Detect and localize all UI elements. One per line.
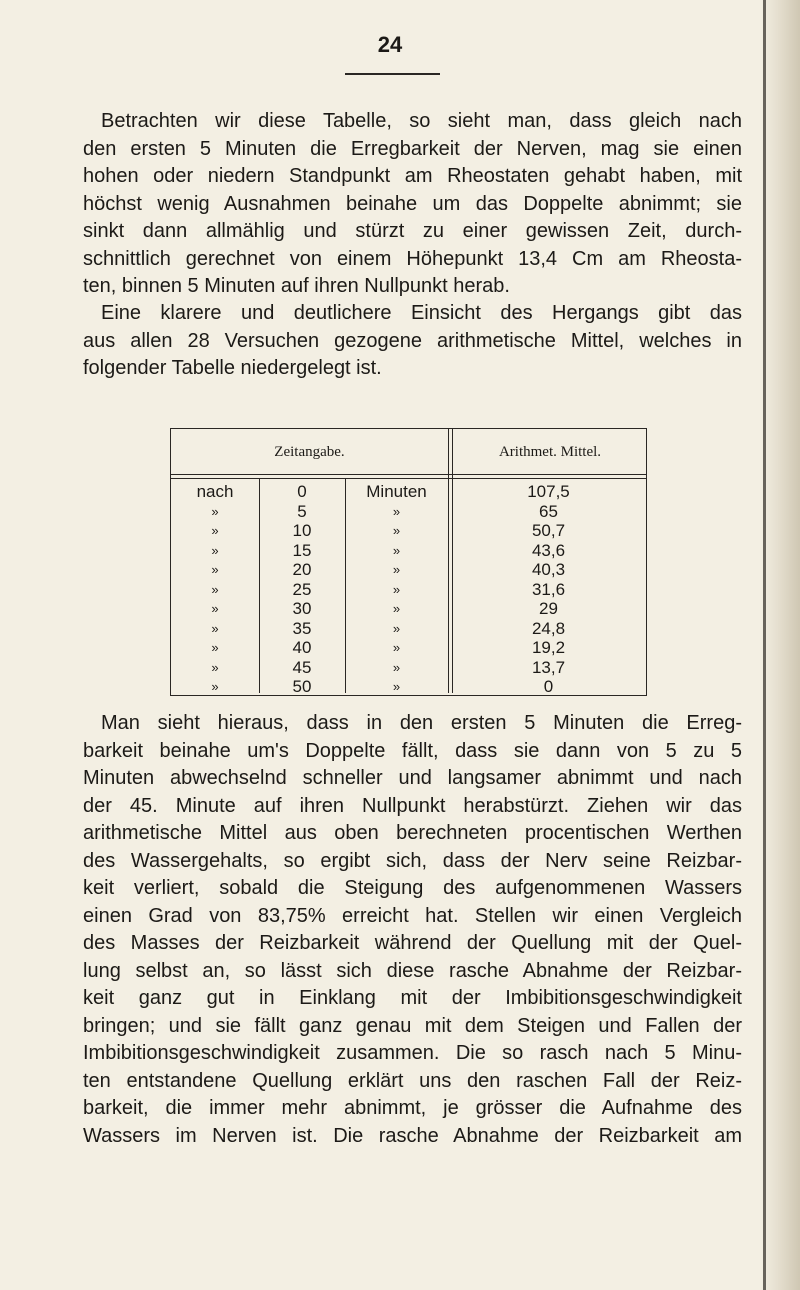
row-unit: » [392,679,401,694]
row-minute: 45 [292,657,312,677]
table-row [171,560,646,580]
row-unit: » [392,542,401,558]
text-line: Man sieht hieraus, dass in den ersten 5 Minuten die Erreg- [101,712,742,734]
mean-table [170,428,647,696]
text-line: den ersten 5 Minuten die Erregbarkeit der Nerven, mag sie einen [83,137,742,160]
row-minute: 30 [292,599,312,618]
table-row [171,658,646,678]
text-line: keit ganz gut in Einklang mit der Imbibitionsgeschwindigkeit [83,987,742,1009]
page-edge-shadow [760,0,800,1290]
row-prefix: » [211,679,219,694]
row-minute: 10 [292,521,312,540]
row-mean-value: 50,7 [531,521,566,540]
row-minute: 20 [292,560,312,579]
text-line: schnittlich gerechnet von einem Höhepunkt 13,4 Cm am Rheosta- [83,247,742,270]
row-unit: » [392,581,401,597]
paragraph-1 [83,108,742,301]
row-minute: 5 [297,501,307,521]
text-line: Betrachten wir diese Tabelle, so sieht man, dass gleich nach [101,110,742,132]
row-unit: » [392,640,401,655]
row-mean-value: 19,2 [531,638,566,657]
row-minute: 25 [292,579,312,599]
row-mean-value: 43,6 [531,540,566,560]
table-row [171,619,646,639]
row-unit: » [392,523,401,538]
text-line: Imbibitionsgeschwindigkeit zusammen. Die so rasch nach 5 Minu- [83,1042,742,1064]
text-line: folgender Tabelle niedergelegt ist. [83,357,382,379]
row-mean-value: 13,7 [531,657,566,677]
row-prefix: nach [196,482,234,501]
table-row [171,521,646,541]
row-unit: » [392,659,401,675]
row-mean-value: 107,5 [527,482,570,501]
row-prefix: » [211,601,219,616]
row-prefix: » [211,523,219,538]
text-line: sinkt dann allmählig und stürzt zu einer gewissen Zeit, durch- [83,220,742,242]
row-minute: 40 [292,638,312,657]
row-prefix: » [211,620,219,636]
row-mean-value: 65 [539,501,558,521]
row-prefix: » [211,659,219,675]
text-line: lung selbst an, so lässt sich diese rasche Abnahme der Reizbar- [83,959,742,982]
text-line: ten, binnen 5 Minuten auf ihren Nullpunkt herab. [83,275,510,297]
page-edge-line [763,0,766,1290]
page-number: 24 [377,32,403,57]
row-minute: 0 [297,482,307,501]
row-mean-value: 0 [543,677,554,696]
row-mean-value: 40,3 [531,560,566,579]
table-row [171,638,646,658]
row-unit: » [392,601,401,616]
table-header-time: Zeitangabe. [274,444,345,460]
table-row [171,482,646,502]
row-minute: 15 [292,540,312,560]
text-line: Eine klarere und deutlichere Einsicht des Hergangs gibt das [101,302,742,324]
row-mean-value: 24,8 [531,618,566,638]
table-row [171,599,646,619]
text-line: ten entstandene Quellung erklärt uns den raschen Fall der Reiz- [83,1069,742,1092]
row-mean-value: 29 [539,599,558,618]
row-unit: Minuten [366,482,427,501]
row-prefix: » [211,562,219,577]
text-line: hohen oder niedern Standpunkt am Rheostaten gehabt haben, mit [83,165,742,187]
row-prefix: » [211,640,219,655]
row-unit: » [392,562,401,577]
row-minute: 35 [292,618,312,638]
text-line: barkeit, die immer mehr abnimmt, je grösser die Aufnahme des [83,1097,742,1119]
table-row [171,541,646,561]
table-row [171,502,646,522]
row-prefix: » [211,581,219,597]
paragraph-2 [83,300,742,383]
table-header-mean: Arithmet. Mittel. [498,444,602,460]
table-row [171,677,646,697]
text-line: des Masses der Reizbarkeit während der Quellung mit der Quel- [83,932,742,954]
row-prefix: » [211,542,219,558]
text-line: keit verliert, sobald die Steigung des aufgenommenen Wassers [83,877,742,899]
text-line: des Wassergehalts, so ergibt sich, dass der Nerv seine Reizbar- [83,849,742,872]
paragraph-3 [83,710,742,1150]
text-line: aus allen 28 Versuchen gezogene arithmetische Mittel, welches in [83,329,742,352]
row-minute: 50 [292,677,312,696]
row-mean-value: 31,6 [531,579,566,599]
text-line: Wassers im Nerven ist. Die rasche Abnahme der Reizbarkeit am [83,1124,742,1147]
text-line: barkeit beinahe um's Doppelte fällt, dass sie dann von 5 zu 5 [83,739,742,762]
text-line: der 45. Minute auf ihren Nullpunkt herabstürzt. Ziehen wir das [83,794,742,817]
text-line: einen Grad von 83,75% erreicht hat. Stellen wir einen Vergleich [83,904,742,927]
table-header-rule [171,474,646,479]
text-line: Minuten abwechselnd schneller und langsamer abnimmt und nach [83,767,742,789]
row-unit: » [392,620,401,636]
table-row [171,580,646,600]
text-line: bringen; und sie fällt ganz genau mit dem Steigen und Fallen der [83,1014,742,1037]
row-unit: » [392,503,401,519]
text-line: höchst wenig Ausnahmen beinahe um das Doppelte abnimmt; sie [83,192,742,215]
row-prefix: » [211,503,219,519]
text-line: arithmetische Mittel aus oben berechneten procentischen Werthen [83,822,742,844]
header-rule [345,73,440,75]
